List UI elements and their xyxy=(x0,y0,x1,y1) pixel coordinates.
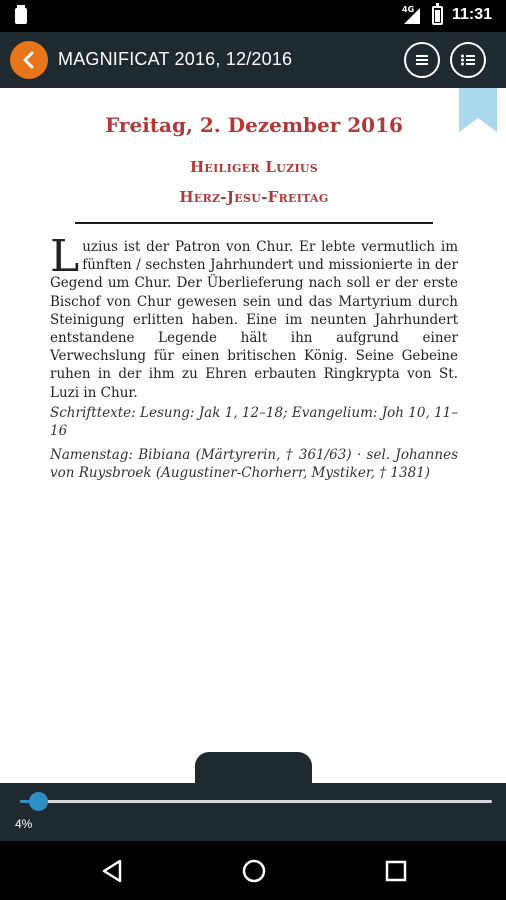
reading-progress-panel xyxy=(0,783,506,841)
navigation-bar xyxy=(0,841,506,900)
status-time: 11:31 xyxy=(452,6,493,23)
network-type-label: 4G xyxy=(402,5,415,14)
progress-slider-thumb[interactable] xyxy=(29,792,48,811)
article-body xyxy=(50,231,458,402)
bottom-panel-handle[interactable] xyxy=(195,752,312,784)
menu-icon xyxy=(414,52,430,68)
article xyxy=(50,112,458,482)
progress-slider[interactable] xyxy=(20,800,492,803)
divider xyxy=(75,222,433,224)
table-of-contents-button[interactable] xyxy=(450,42,486,78)
menu-button[interactable] xyxy=(404,42,440,78)
scripture-readings: Schrifttexte: Lesung: Jak 1, 12–18; Evangelium: Joh 10, 11–16 xyxy=(50,404,458,439)
nav-home-icon[interactable] xyxy=(239,856,269,886)
app-title: MAGNIFICAT 2016, 12/2016 xyxy=(58,49,293,69)
article-body-text: uzius ist der Patron von Chur. Er lebte vermutlich im fünften / sechsten Jahrhundert und missionierte in der Gegend um Chur. Der Überlieferung nach soll er der erste Bischof von Chur gewesen sein und das Martyrium durch Steinigung erlitten haben. Eine im neunten Jahrhundert entstandene Legende hält ihn aufgrund einer Verwechslung für einen britischen König. Seine Gebeine ruhen in der ihm zu Ehren erbauten Ringkrypta von St. Luzi in Chur. xyxy=(50,239,458,401)
feast-title: Herz-Jesu-Freitag xyxy=(179,188,329,206)
saint-title: Heiliger Luzius xyxy=(189,158,319,176)
list-icon xyxy=(460,52,476,68)
back-button[interactable] xyxy=(10,41,48,79)
nameday-note: Namenstag: Bibiana (Märtyrerin, † 361/63) · sel. Johannes von Ruysbroek (Augustiner-Chorherr, Mystiker, † 1381) xyxy=(50,446,458,481)
app-bar xyxy=(0,32,506,88)
bookmark-icon[interactable] xyxy=(459,88,497,132)
status-bar xyxy=(0,0,506,32)
nav-recent-apps-icon[interactable] xyxy=(381,856,411,886)
progress-label: 4% xyxy=(15,817,33,831)
drop-cap: L xyxy=(50,231,80,282)
nav-back-icon[interactable] xyxy=(98,856,128,886)
battery-icon xyxy=(432,6,443,25)
back-arrow-icon xyxy=(21,51,37,69)
notification-icon xyxy=(15,8,27,24)
date-heading: Freitag, 2. Dezember 2016 xyxy=(105,113,403,137)
